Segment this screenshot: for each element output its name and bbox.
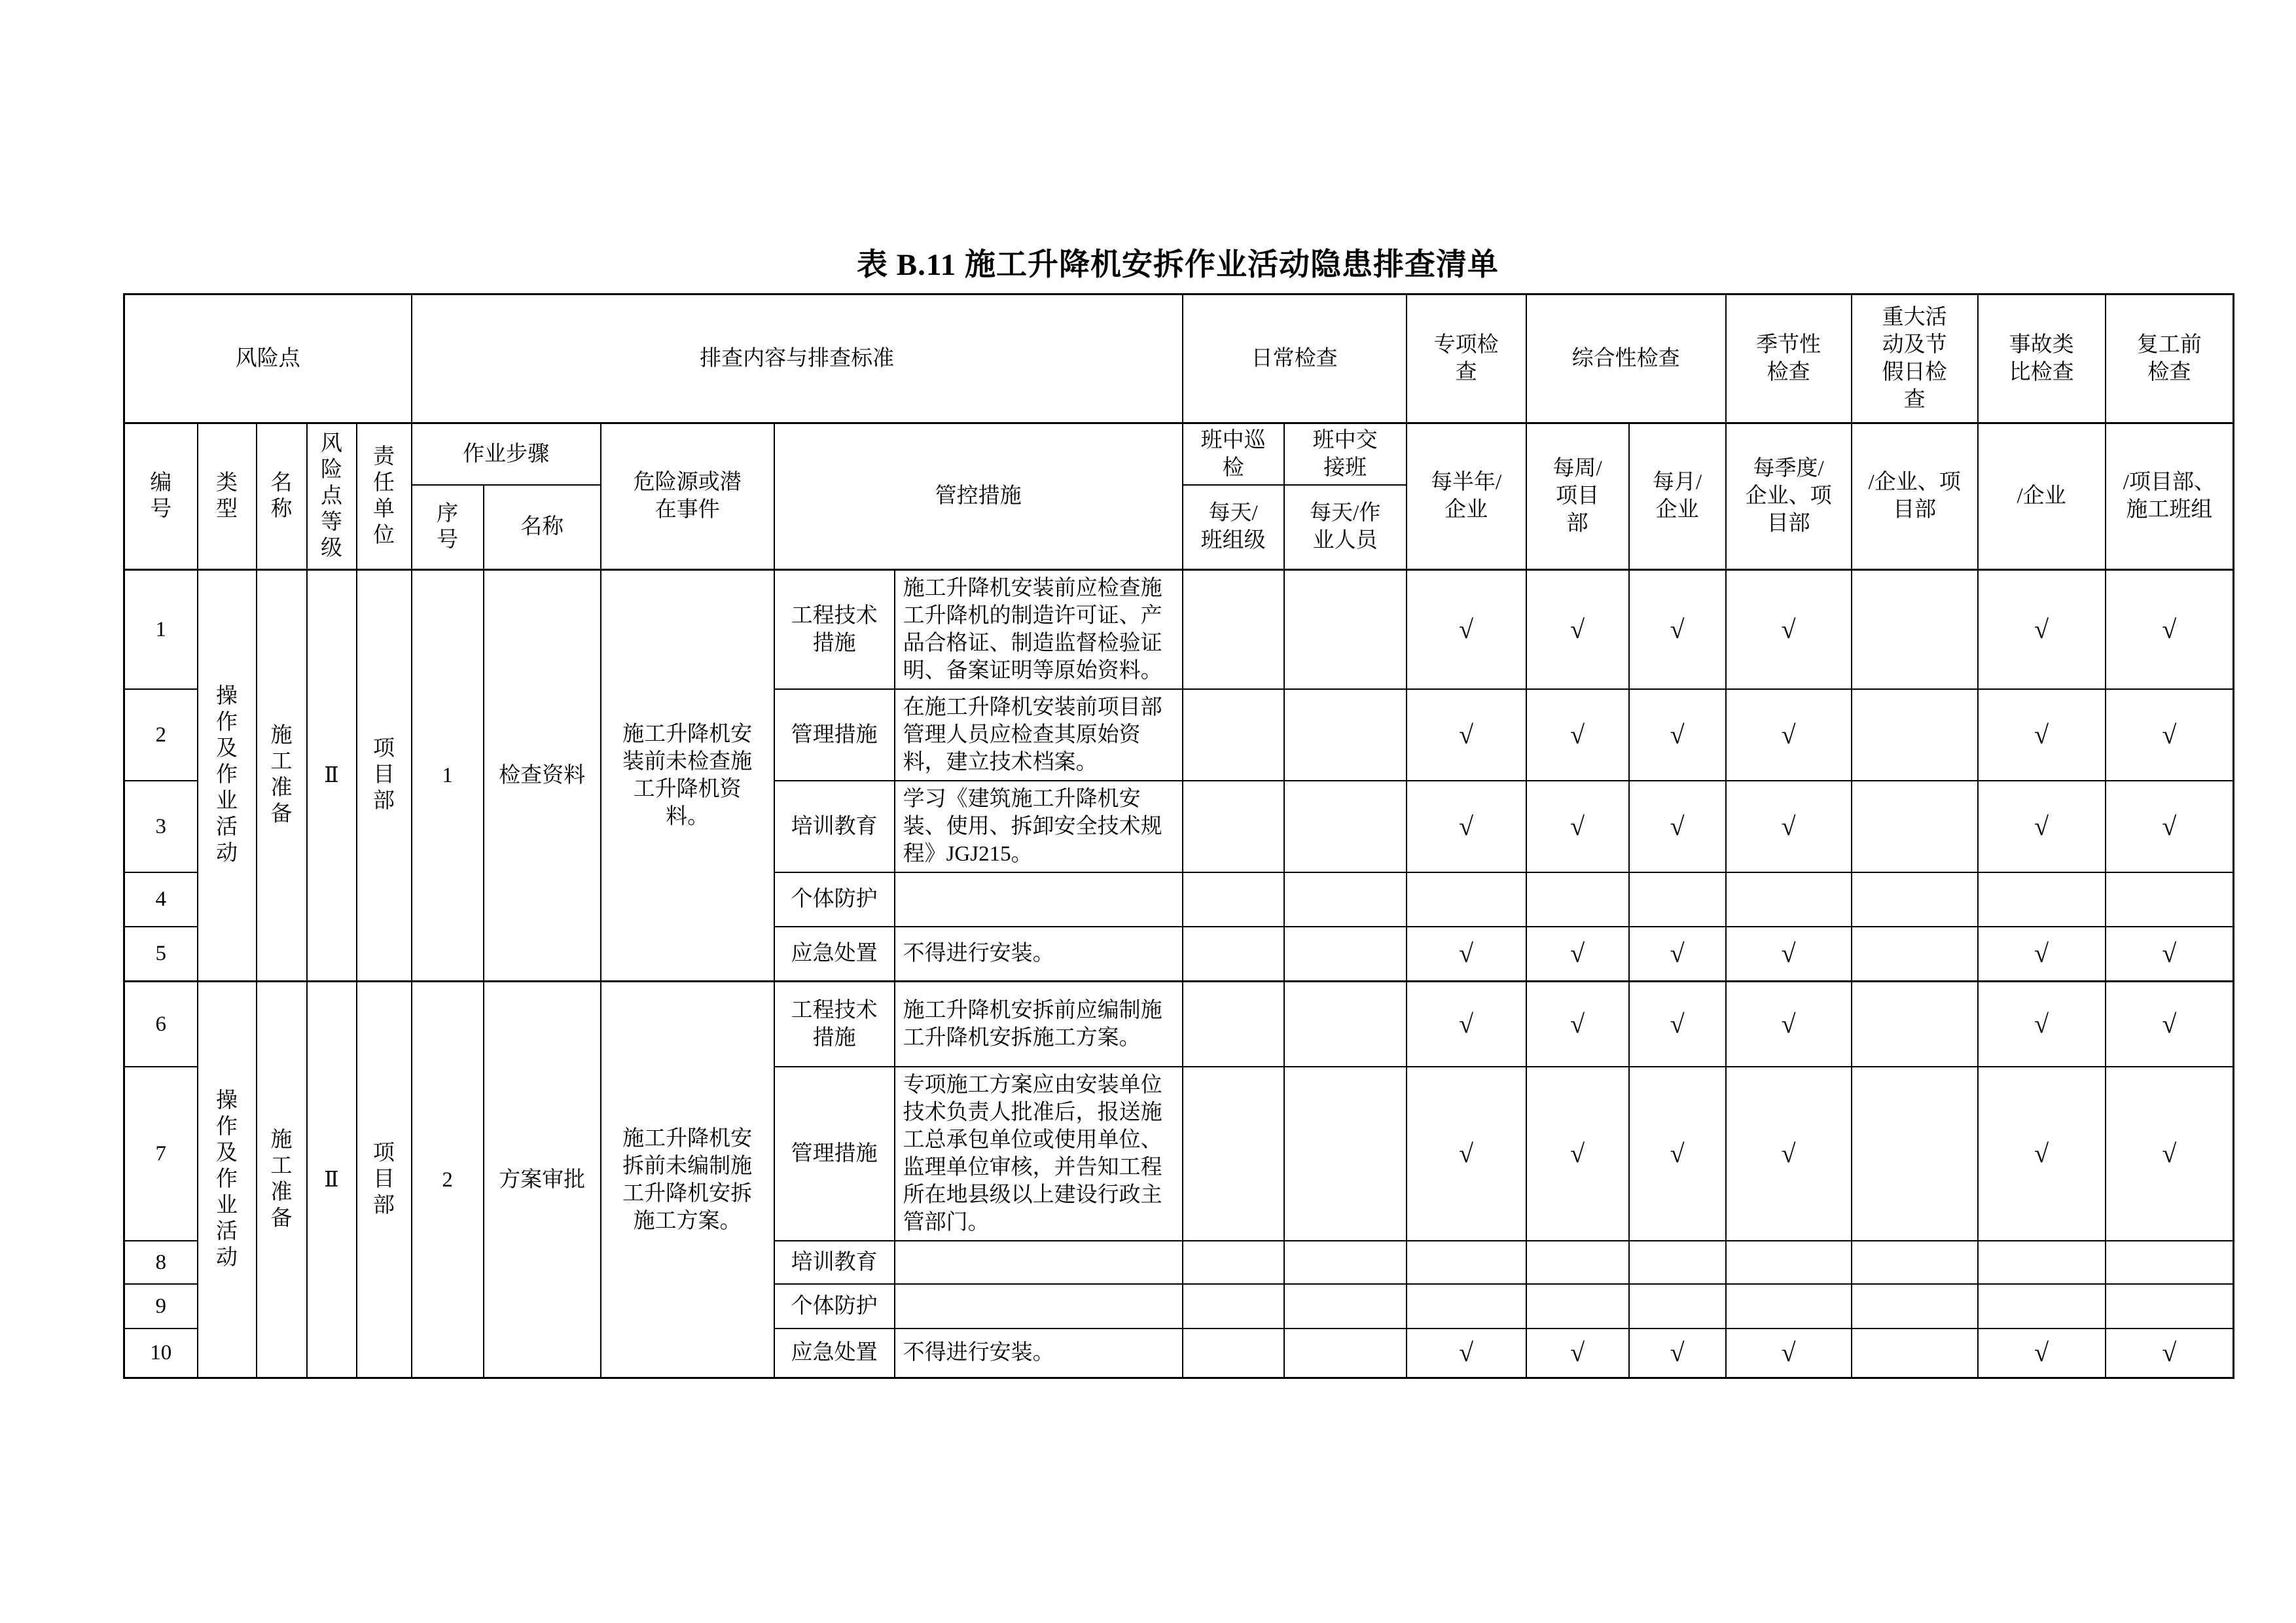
check-semiannual (1407, 1284, 1526, 1329)
check-resumption (2106, 1241, 2234, 1284)
check-semiannual: √ (1407, 569, 1526, 689)
group-type-cell: 操作及作业活动 (198, 982, 257, 1378)
check-midshift-patrol (1183, 1241, 1284, 1284)
row-no-cell: 1 (124, 569, 198, 689)
check-midshift-handover (1284, 689, 1407, 781)
check-midshift-handover (1284, 569, 1407, 689)
check-weekly (1526, 1284, 1629, 1329)
check-midshift-handover (1284, 781, 1407, 872)
measure-text-cell: 施工升降机安装前应检查施工升降机的制造许可证、产品合格证、制造监督检验证明、备案证明等原始资料。 (895, 569, 1183, 689)
check-monthly: √ (1629, 781, 1726, 872)
measure-text-cell: 不得进行安装。 (895, 1329, 1183, 1378)
measure-text-cell (895, 872, 1183, 927)
check-midshift-handover (1284, 1241, 1407, 1284)
group-risk-level-cell: Ⅱ (307, 569, 357, 982)
check-semiannual: √ (1407, 1067, 1526, 1241)
group-step-no-cell: 1 (412, 569, 484, 982)
row-no-cell: 10 (124, 1329, 198, 1378)
header-step-name: 名称 (484, 485, 601, 569)
measure-type-cell: 个体防护 (774, 872, 895, 927)
check-quarterly (1726, 1284, 1852, 1329)
check-major-holiday (1852, 927, 1978, 982)
check-quarterly: √ (1726, 569, 1852, 689)
header-accident-check: 事故类比检查 (1978, 294, 2106, 423)
row-no-cell: 4 (124, 872, 198, 927)
header-enterprise: /企业 (1978, 423, 2106, 570)
header-enterprise-project: /企业、项目部 (1852, 423, 1978, 570)
measure-text-cell: 专项施工方案应由安装单位技术负责人批准后，报送施工总承包单位或使用单位、监理单位审核，并告知工程所在地县级以上建设行政主管部门。 (895, 1067, 1183, 1241)
header-control-measures: 管控措施 (774, 423, 1183, 570)
measure-text-cell: 施工升降机安拆前应编制施工升降机安拆施工方案。 (895, 982, 1183, 1067)
measure-type-cell: 培训教育 (774, 781, 895, 872)
check-accident (1978, 872, 2106, 927)
group-hazard-cell: 施工升降机安装前未检查施工升降机资料。 (601, 569, 774, 982)
check-major-holiday (1852, 872, 1978, 927)
check-quarterly: √ (1726, 689, 1852, 781)
measure-text-cell (895, 1284, 1183, 1329)
measure-text-cell: 不得进行安装。 (895, 927, 1183, 982)
check-quarterly: √ (1726, 1067, 1852, 1241)
check-midshift-patrol (1183, 1329, 1284, 1378)
check-major-holiday (1852, 569, 1978, 689)
check-semiannual: √ (1407, 781, 1526, 872)
header-daily-team: 每天/班组级 (1183, 485, 1284, 569)
group-step-no-cell: 2 (412, 982, 484, 1378)
check-weekly: √ (1526, 927, 1629, 982)
check-major-holiday (1852, 689, 1978, 781)
check-resumption (2106, 872, 2234, 927)
check-semiannual: √ (1407, 1329, 1526, 1378)
check-weekly: √ (1526, 982, 1629, 1067)
measure-type-cell: 工程技术措施 (774, 569, 895, 689)
hazard-checklist-table (123, 293, 2234, 1379)
check-accident: √ (1978, 927, 2106, 982)
check-monthly (1629, 872, 1726, 927)
measure-type-cell: 应急处置 (774, 1329, 895, 1378)
check-midshift-patrol (1183, 872, 1284, 927)
check-monthly (1629, 1241, 1726, 1284)
header-daily-check: 日常检查 (1183, 294, 1407, 423)
check-midshift-patrol (1183, 569, 1284, 689)
header-major-holiday-check: 重大活动及节假日检查 (1852, 294, 1978, 423)
group-unit-cell: 项目部 (357, 982, 412, 1378)
check-weekly (1526, 872, 1629, 927)
header-comprehensive-check: 综合性检查 (1526, 294, 1726, 423)
check-major-holiday (1852, 1284, 1978, 1329)
header-monthly-enterprise: 每月/企业 (1629, 423, 1726, 570)
group-type-cell: 操作及作业活动 (198, 569, 257, 982)
group-name-cell: 施工准备 (257, 982, 307, 1378)
header-step-no: 序号 (412, 485, 484, 569)
group-name-cell: 施工准备 (257, 569, 307, 982)
check-semiannual (1407, 872, 1526, 927)
check-resumption: √ (2106, 1329, 2234, 1378)
check-weekly (1526, 1241, 1629, 1284)
header-special-check: 专项检查 (1407, 294, 1526, 423)
header-content-standard: 排查内容与排查标准 (412, 294, 1183, 423)
measure-type-cell: 应急处置 (774, 927, 895, 982)
row-no-cell: 3 (124, 781, 198, 872)
check-resumption: √ (2106, 569, 2234, 689)
header-no: 编号 (124, 423, 198, 570)
page-title: 表 B.11 施工升降机安拆作业活动隐患排查清单 (856, 248, 1499, 282)
check-quarterly: √ (1726, 1329, 1852, 1378)
check-semiannual (1407, 1241, 1526, 1284)
row-no-cell: 6 (124, 982, 198, 1067)
header-responsible-unit: 责任单位 (357, 423, 412, 570)
check-quarterly: √ (1726, 927, 1852, 982)
measure-text-cell: 学习《建筑施工升降机安装、使用、拆卸安全技术规程》JGJ215。 (895, 781, 1183, 872)
check-accident: √ (1978, 982, 2106, 1067)
measure-type-cell: 管理措施 (774, 1067, 895, 1241)
check-major-holiday (1852, 982, 1978, 1067)
check-resumption: √ (2106, 781, 2234, 872)
check-resumption: √ (2106, 689, 2234, 781)
check-semiannual: √ (1407, 689, 1526, 781)
header-midshift-patrol: 班中巡检 (1183, 423, 1284, 486)
header-seasonal-check: 季节性检查 (1726, 294, 1852, 423)
check-weekly: √ (1526, 569, 1629, 689)
check-weekly: √ (1526, 1329, 1629, 1378)
check-monthly: √ (1629, 982, 1726, 1067)
group-hazard-cell: 施工升降机安拆前未编制施工升降机安拆施工方案。 (601, 982, 774, 1378)
check-midshift-patrol (1183, 927, 1284, 982)
measure-type-cell: 个体防护 (774, 1284, 895, 1329)
header-name: 名称 (257, 423, 307, 570)
check-monthly (1629, 1284, 1726, 1329)
header-work-steps: 作业步骤 (412, 423, 601, 486)
header-semiannual-enterprise: 每半年/企业 (1407, 423, 1526, 570)
measure-type-cell: 管理措施 (774, 689, 895, 781)
check-quarterly: √ (1726, 781, 1852, 872)
measure-type-cell: 培训教育 (774, 1241, 895, 1284)
measure-text-cell: 在施工升降机安装前项目部管理人员应检查其原始资料，建立技术档案。 (895, 689, 1183, 781)
check-midshift-patrol (1183, 781, 1284, 872)
measure-text-cell (895, 1241, 1183, 1284)
check-midshift-handover (1284, 1067, 1407, 1241)
header-weekly-project: 每周/项目部 (1526, 423, 1629, 570)
check-major-holiday (1852, 1241, 1978, 1284)
measure-type-cell: 工程技术措施 (774, 982, 895, 1067)
header-risk-point: 风险点 (124, 294, 412, 423)
check-accident: √ (1978, 781, 2106, 872)
check-accident: √ (1978, 1067, 2106, 1241)
check-midshift-patrol (1183, 689, 1284, 781)
check-monthly: √ (1629, 569, 1726, 689)
check-midshift-handover (1284, 1284, 1407, 1329)
group-step-name-cell: 检查资料 (484, 569, 601, 982)
group-unit-cell: 项目部 (357, 569, 412, 982)
check-accident (1978, 1241, 2106, 1284)
header-project-crew: /项目部、施工班组 (2106, 423, 2234, 570)
check-resumption (2106, 1284, 2234, 1329)
header-type: 类型 (198, 423, 257, 570)
check-quarterly (1726, 872, 1852, 927)
check-accident (1978, 1284, 2106, 1329)
header-quarterly: 每季度/企业、项目部 (1726, 423, 1852, 570)
header-resumption-check: 复工前检查 (2106, 294, 2234, 423)
check-quarterly: √ (1726, 982, 1852, 1067)
check-midshift-handover (1284, 982, 1407, 1067)
check-weekly: √ (1526, 781, 1629, 872)
check-major-holiday (1852, 1067, 1978, 1241)
check-semiannual: √ (1407, 927, 1526, 982)
check-midshift-patrol (1183, 1284, 1284, 1329)
check-midshift-patrol (1183, 982, 1284, 1067)
check-accident: √ (1978, 1329, 2106, 1378)
check-quarterly (1726, 1241, 1852, 1284)
check-monthly: √ (1629, 1067, 1726, 1241)
header-daily-operators: 每天/作业人员 (1284, 485, 1407, 569)
check-monthly: √ (1629, 689, 1726, 781)
check-monthly: √ (1629, 927, 1726, 982)
row-no-cell: 9 (124, 1284, 198, 1329)
check-resumption: √ (2106, 1067, 2234, 1241)
check-major-holiday (1852, 1329, 1978, 1378)
group-risk-level-cell: Ⅱ (307, 982, 357, 1378)
check-resumption: √ (2106, 927, 2234, 982)
check-weekly: √ (1526, 689, 1629, 781)
check-midshift-patrol (1183, 1067, 1284, 1241)
row-no-cell: 8 (124, 1241, 198, 1284)
check-major-holiday (1852, 781, 1978, 872)
check-midshift-handover (1284, 1329, 1407, 1378)
header-risk-level: 风险点等级 (307, 423, 357, 570)
header-hazard: 危险源或潜在事件 (601, 423, 774, 570)
row-no-cell: 2 (124, 689, 198, 781)
check-monthly: √ (1629, 1329, 1726, 1378)
row-no-cell: 5 (124, 927, 198, 982)
check-semiannual: √ (1407, 982, 1526, 1067)
header-midshift-handover: 班中交接班 (1284, 423, 1407, 486)
check-weekly: √ (1526, 1067, 1629, 1241)
check-accident: √ (1978, 569, 2106, 689)
check-accident: √ (1978, 689, 2106, 781)
check-resumption: √ (2106, 982, 2234, 1067)
group-step-name-cell: 方案审批 (484, 982, 601, 1378)
check-midshift-handover (1284, 927, 1407, 982)
check-midshift-handover (1284, 872, 1407, 927)
row-no-cell: 7 (124, 1067, 198, 1241)
